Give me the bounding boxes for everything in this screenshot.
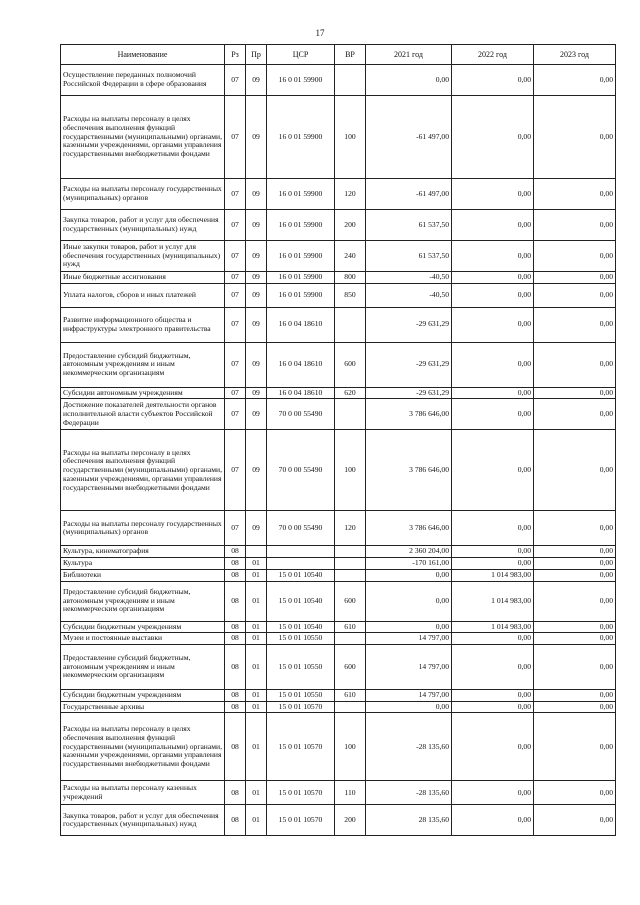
row-pr-cell: 01 [246, 581, 267, 621]
row-pr-cell: 09 [246, 210, 267, 241]
row-vr-cell [335, 633, 366, 645]
row-2022-cell: 0,00 [452, 179, 534, 210]
header-vr: ВР [335, 45, 366, 65]
row-2023-cell: 0,00 [534, 701, 616, 713]
row-rz-cell: 07 [225, 342, 246, 387]
row-pr-cell: 01 [246, 645, 267, 690]
row-2022-cell: 0,00 [452, 805, 534, 836]
row-rz-cell: 07 [225, 272, 246, 284]
row-rz-cell: 08 [225, 701, 246, 713]
row-pr-cell: 09 [246, 272, 267, 284]
row-name-cell: Развитие информационного общества и инфраструктуры электронного правительства [61, 307, 225, 342]
row-pr-cell: 01 [246, 690, 267, 702]
row-vr-cell: 120 [335, 511, 366, 546]
row-rz-cell: 07 [225, 283, 246, 307]
row-2023-cell: 0,00 [534, 511, 616, 546]
row-rz-cell: 08 [225, 805, 246, 836]
budget-table [60, 44, 616, 836]
row-name-cell: Иные бюджетные ассигнования [61, 272, 225, 284]
row-2022-cell: 1 014 983,00 [452, 569, 534, 581]
table-row [61, 241, 616, 272]
row-2022-cell: 0,00 [452, 96, 534, 179]
table-row [61, 387, 616, 399]
row-vr-cell: 600 [335, 581, 366, 621]
row-vr-cell [335, 399, 366, 430]
row-pr-cell: 01 [246, 781, 267, 805]
table-row [61, 569, 616, 581]
table-row [61, 546, 616, 558]
row-rz-cell: 07 [225, 241, 246, 272]
row-rz-cell: 07 [225, 307, 246, 342]
row-pr-cell: 01 [246, 701, 267, 713]
row-csr-cell: 15 0 01 10540 [267, 581, 335, 621]
header-2022: 2022 год [452, 45, 534, 65]
row-rz-cell: 07 [225, 399, 246, 430]
row-csr-cell: 15 0 01 10570 [267, 701, 335, 713]
row-2022-cell: 0,00 [452, 430, 534, 511]
row-name-cell: Расходы на выплаты персоналу в целях обеспечения выполнения функций государственными (муниципальными) органами, казенными учреждениями, органами управления государственными внебюджетными фондами [61, 96, 225, 179]
row-2021-cell: 61 537,50 [366, 241, 452, 272]
row-2021-cell: -29 631,29 [366, 307, 452, 342]
row-2021-cell: 0,00 [366, 569, 452, 581]
row-2023-cell: 0,00 [534, 210, 616, 241]
row-2021-cell: -40,50 [366, 283, 452, 307]
row-2022-cell: 1 014 983,00 [452, 621, 534, 633]
row-pr-cell: 09 [246, 65, 267, 96]
row-2022-cell: 0,00 [452, 781, 534, 805]
table-header-row [61, 45, 616, 65]
table-row [61, 621, 616, 633]
row-vr-cell [335, 307, 366, 342]
row-vr-cell [335, 546, 366, 558]
row-name-cell: Предоставление субсидий бюджетным, автономным учреждениям и иным некоммерческим организациям [61, 581, 225, 621]
row-csr-cell: 15 0 01 10540 [267, 621, 335, 633]
row-2023-cell: 0,00 [534, 781, 616, 805]
row-pr-cell [246, 546, 267, 558]
row-2023-cell: 0,00 [534, 179, 616, 210]
row-2023-cell: 0,00 [534, 307, 616, 342]
row-csr-cell: 16 0 01 59900 [267, 179, 335, 210]
row-rz-cell: 08 [225, 645, 246, 690]
row-csr-cell [267, 558, 335, 570]
row-2023-cell: 0,00 [534, 621, 616, 633]
row-csr-cell: 16 0 01 59900 [267, 96, 335, 179]
row-csr-cell [267, 546, 335, 558]
row-2021-cell: 14 797,00 [366, 633, 452, 645]
row-2021-cell: -28 135,60 [366, 713, 452, 781]
row-vr-cell: 800 [335, 272, 366, 284]
row-2023-cell: 0,00 [534, 558, 616, 570]
row-vr-cell: 620 [335, 387, 366, 399]
row-2021-cell: 28 135,60 [366, 805, 452, 836]
row-vr-cell: 600 [335, 645, 366, 690]
row-2021-cell: 61 537,50 [366, 210, 452, 241]
row-2021-cell: 3 786 646,00 [366, 511, 452, 546]
table-row [61, 307, 616, 342]
table-row [61, 511, 616, 546]
row-csr-cell: 70 0 00 55490 [267, 430, 335, 511]
table-row [61, 633, 616, 645]
row-pr-cell: 01 [246, 633, 267, 645]
table-row [61, 805, 616, 836]
row-2023-cell: 0,00 [534, 805, 616, 836]
row-2022-cell: 0,00 [452, 210, 534, 241]
table-row [61, 690, 616, 702]
row-2023-cell: 0,00 [534, 399, 616, 430]
table-row [61, 781, 616, 805]
row-2023-cell: 0,00 [534, 633, 616, 645]
row-vr-cell [335, 65, 366, 96]
page-number: 17 [315, 28, 325, 38]
row-vr-cell: 100 [335, 96, 366, 179]
row-name-cell: Библиотеки [61, 569, 225, 581]
header-csr: ЦСР [267, 45, 335, 65]
row-2023-cell: 0,00 [534, 342, 616, 387]
row-pr-cell: 01 [246, 713, 267, 781]
row-2023-cell: 0,00 [534, 387, 616, 399]
row-rz-cell: 08 [225, 781, 246, 805]
row-2021-cell: -170 161,00 [366, 558, 452, 570]
row-csr-cell: 15 0 01 10550 [267, 645, 335, 690]
row-pr-cell: 09 [246, 179, 267, 210]
table-row [61, 558, 616, 570]
row-name-cell: Культура, кинематография [61, 546, 225, 558]
header-rz: Рз [225, 45, 246, 65]
table-row [61, 179, 616, 210]
row-2023-cell: 0,00 [534, 645, 616, 690]
row-pr-cell: 09 [246, 387, 267, 399]
row-2022-cell: 0,00 [452, 283, 534, 307]
row-csr-cell: 16 0 01 59900 [267, 241, 335, 272]
row-2021-cell: -28 135,60 [366, 781, 452, 805]
table-row [61, 342, 616, 387]
row-2023-cell: 0,00 [534, 283, 616, 307]
row-vr-cell: 240 [335, 241, 366, 272]
row-2023-cell: 0,00 [534, 96, 616, 179]
row-csr-cell: 15 0 01 10550 [267, 633, 335, 645]
row-2023-cell: 0,00 [534, 65, 616, 96]
header-pr: Пр [246, 45, 267, 65]
row-2023-cell: 0,00 [534, 430, 616, 511]
row-rz-cell: 07 [225, 387, 246, 399]
row-name-cell: Достижение показателей деятельности органов исполнительной власти субъектов Российской Федерации [61, 399, 225, 430]
row-csr-cell: 16 0 01 59900 [267, 283, 335, 307]
row-csr-cell: 16 0 01 59900 [267, 65, 335, 96]
row-vr-cell: 100 [335, 430, 366, 511]
row-vr-cell [335, 701, 366, 713]
row-vr-cell: 600 [335, 342, 366, 387]
row-name-cell: Осуществление переданных полномочий Российской Федерации в сфере образования [61, 65, 225, 96]
header-name: Наименование [61, 45, 225, 65]
row-2023-cell: 0,00 [534, 713, 616, 781]
row-2022-cell: 0,00 [452, 65, 534, 96]
row-2021-cell: 0,00 [366, 621, 452, 633]
row-vr-cell: 100 [335, 713, 366, 781]
row-vr-cell: 610 [335, 690, 366, 702]
row-rz-cell: 08 [225, 569, 246, 581]
row-rz-cell: 08 [225, 558, 246, 570]
table-row [61, 430, 616, 511]
row-pr-cell: 09 [246, 307, 267, 342]
table-row [61, 96, 616, 179]
table-row [61, 210, 616, 241]
row-2023-cell: 0,00 [534, 569, 616, 581]
row-csr-cell: 15 0 01 10550 [267, 690, 335, 702]
row-2022-cell: 0,00 [452, 558, 534, 570]
table-row [61, 272, 616, 284]
row-2022-cell: 0,00 [452, 546, 534, 558]
row-2021-cell: -61 497,00 [366, 96, 452, 179]
row-name-cell: Субсидии бюджетным учреждениям [61, 690, 225, 702]
row-rz-cell: 08 [225, 690, 246, 702]
row-2023-cell: 0,00 [534, 690, 616, 702]
row-2021-cell: 14 797,00 [366, 690, 452, 702]
row-csr-cell: 15 0 01 10570 [267, 713, 335, 781]
row-csr-cell: 70 0 00 55490 [267, 511, 335, 546]
row-pr-cell: 09 [246, 283, 267, 307]
table-row [61, 283, 616, 307]
row-2021-cell: 0,00 [366, 581, 452, 621]
row-name-cell: Предоставление субсидий бюджетным, автономным учреждениям и иным некоммерческим организациям [61, 342, 225, 387]
row-2021-cell: 3 786 646,00 [366, 430, 452, 511]
row-vr-cell [335, 558, 366, 570]
row-csr-cell: 70 0 00 55490 [267, 399, 335, 430]
row-name-cell: Уплата налогов, сборов и иных платежей [61, 283, 225, 307]
row-2023-cell: 0,00 [534, 272, 616, 284]
row-2022-cell: 0,00 [452, 387, 534, 399]
row-vr-cell: 610 [335, 621, 366, 633]
row-2022-cell: 0,00 [452, 399, 534, 430]
row-2022-cell: 0,00 [452, 645, 534, 690]
row-csr-cell: 16 0 04 18610 [267, 387, 335, 399]
row-name-cell: Музеи и постоянные выставки [61, 633, 225, 645]
row-name-cell: Иные закупки товаров, работ и услуг для обеспечения государственных (муниципальных) нужд [61, 241, 225, 272]
row-2022-cell: 0,00 [452, 511, 534, 546]
row-2023-cell: 0,00 [534, 241, 616, 272]
row-name-cell: Закупка товаров, работ и услуг для обеспечения государственных (муниципальных) нужд [61, 210, 225, 241]
row-rz-cell: 07 [225, 430, 246, 511]
row-2022-cell: 0,00 [452, 633, 534, 645]
row-2021-cell: -29 631,29 [366, 387, 452, 399]
table-row [61, 645, 616, 690]
row-rz-cell: 07 [225, 96, 246, 179]
row-rz-cell: 08 [225, 546, 246, 558]
table-row [61, 713, 616, 781]
row-vr-cell: 200 [335, 210, 366, 241]
row-name-cell: Расходы на выплаты персоналу государственных (муниципальных) органов [61, 179, 225, 210]
row-2021-cell: 0,00 [366, 701, 452, 713]
row-name-cell: Субсидии бюджетным учреждениям [61, 621, 225, 633]
row-csr-cell: 16 0 04 18610 [267, 307, 335, 342]
row-2022-cell: 0,00 [452, 241, 534, 272]
row-2021-cell: 2 360 204,00 [366, 546, 452, 558]
row-rz-cell: 08 [225, 713, 246, 781]
table-row [61, 399, 616, 430]
row-rz-cell: 08 [225, 581, 246, 621]
row-csr-cell: 15 0 01 10570 [267, 781, 335, 805]
row-2022-cell: 0,00 [452, 307, 534, 342]
row-vr-cell: 120 [335, 179, 366, 210]
table-row [61, 581, 616, 621]
row-2022-cell: 0,00 [452, 342, 534, 387]
row-2021-cell: 3 786 646,00 [366, 399, 452, 430]
row-2022-cell: 0,00 [452, 690, 534, 702]
row-csr-cell: 15 0 01 10540 [267, 569, 335, 581]
row-2021-cell: 14 797,00 [366, 645, 452, 690]
row-name-cell: Расходы на выплаты персоналу государственных (муниципальных) органов [61, 511, 225, 546]
row-rz-cell: 08 [225, 633, 246, 645]
row-rz-cell: 08 [225, 621, 246, 633]
row-pr-cell: 09 [246, 342, 267, 387]
row-pr-cell: 01 [246, 805, 267, 836]
row-pr-cell: 01 [246, 569, 267, 581]
row-2023-cell: 0,00 [534, 581, 616, 621]
row-pr-cell: 09 [246, 430, 267, 511]
row-rz-cell: 07 [225, 511, 246, 546]
row-vr-cell [335, 569, 366, 581]
row-pr-cell: 09 [246, 511, 267, 546]
row-vr-cell: 110 [335, 781, 366, 805]
row-2022-cell: 1 014 983,00 [452, 581, 534, 621]
table-row [61, 65, 616, 96]
row-name-cell: Предоставление субсидий бюджетным, автономным учреждениям и иным некоммерческим организациям [61, 645, 225, 690]
row-2022-cell: 0,00 [452, 272, 534, 284]
row-pr-cell: 09 [246, 96, 267, 179]
header-2023: 2023 год [534, 45, 616, 65]
row-2021-cell: -40,50 [366, 272, 452, 284]
row-vr-cell: 850 [335, 283, 366, 307]
row-vr-cell: 200 [335, 805, 366, 836]
table-row [61, 701, 616, 713]
row-2021-cell: -29 631,29 [366, 342, 452, 387]
row-name-cell: Расходы на выплаты персоналу в целях обеспечения выполнения функций государственными (муниципальными) органами, казенными учреждениями, органами управления государственными внебюджетными фондами [61, 430, 225, 511]
row-pr-cell: 09 [246, 241, 267, 272]
row-rz-cell: 07 [225, 179, 246, 210]
row-2022-cell: 0,00 [452, 701, 534, 713]
header-2021: 2021 год [366, 45, 452, 65]
row-2023-cell: 0,00 [534, 546, 616, 558]
row-name-cell: Закупка товаров, работ и услуг для обеспечения государственных (муниципальных) нужд [61, 805, 225, 836]
row-pr-cell: 01 [246, 621, 267, 633]
row-name-cell: Субсидии автономным учреждениям [61, 387, 225, 399]
row-name-cell: Расходы на выплаты персоналу казенных учреждений [61, 781, 225, 805]
row-2021-cell: -61 497,00 [366, 179, 452, 210]
row-2022-cell: 0,00 [452, 713, 534, 781]
row-rz-cell: 07 [225, 210, 246, 241]
row-name-cell: Культура [61, 558, 225, 570]
row-name-cell: Расходы на выплаты персоналу в целях обеспечения выполнения функций государственными (муниципальными) органами, казенными учреждениями, органами управления государственными внебюджетными фондами [61, 713, 225, 781]
row-csr-cell: 15 0 01 10570 [267, 805, 335, 836]
row-csr-cell: 16 0 04 18610 [267, 342, 335, 387]
row-2021-cell: 0,00 [366, 65, 452, 96]
row-csr-cell: 16 0 01 59900 [267, 210, 335, 241]
row-pr-cell: 09 [246, 399, 267, 430]
row-csr-cell: 16 0 01 59900 [267, 272, 335, 284]
row-pr-cell: 01 [246, 558, 267, 570]
row-name-cell: Государственные архивы [61, 701, 225, 713]
row-rz-cell: 07 [225, 65, 246, 96]
